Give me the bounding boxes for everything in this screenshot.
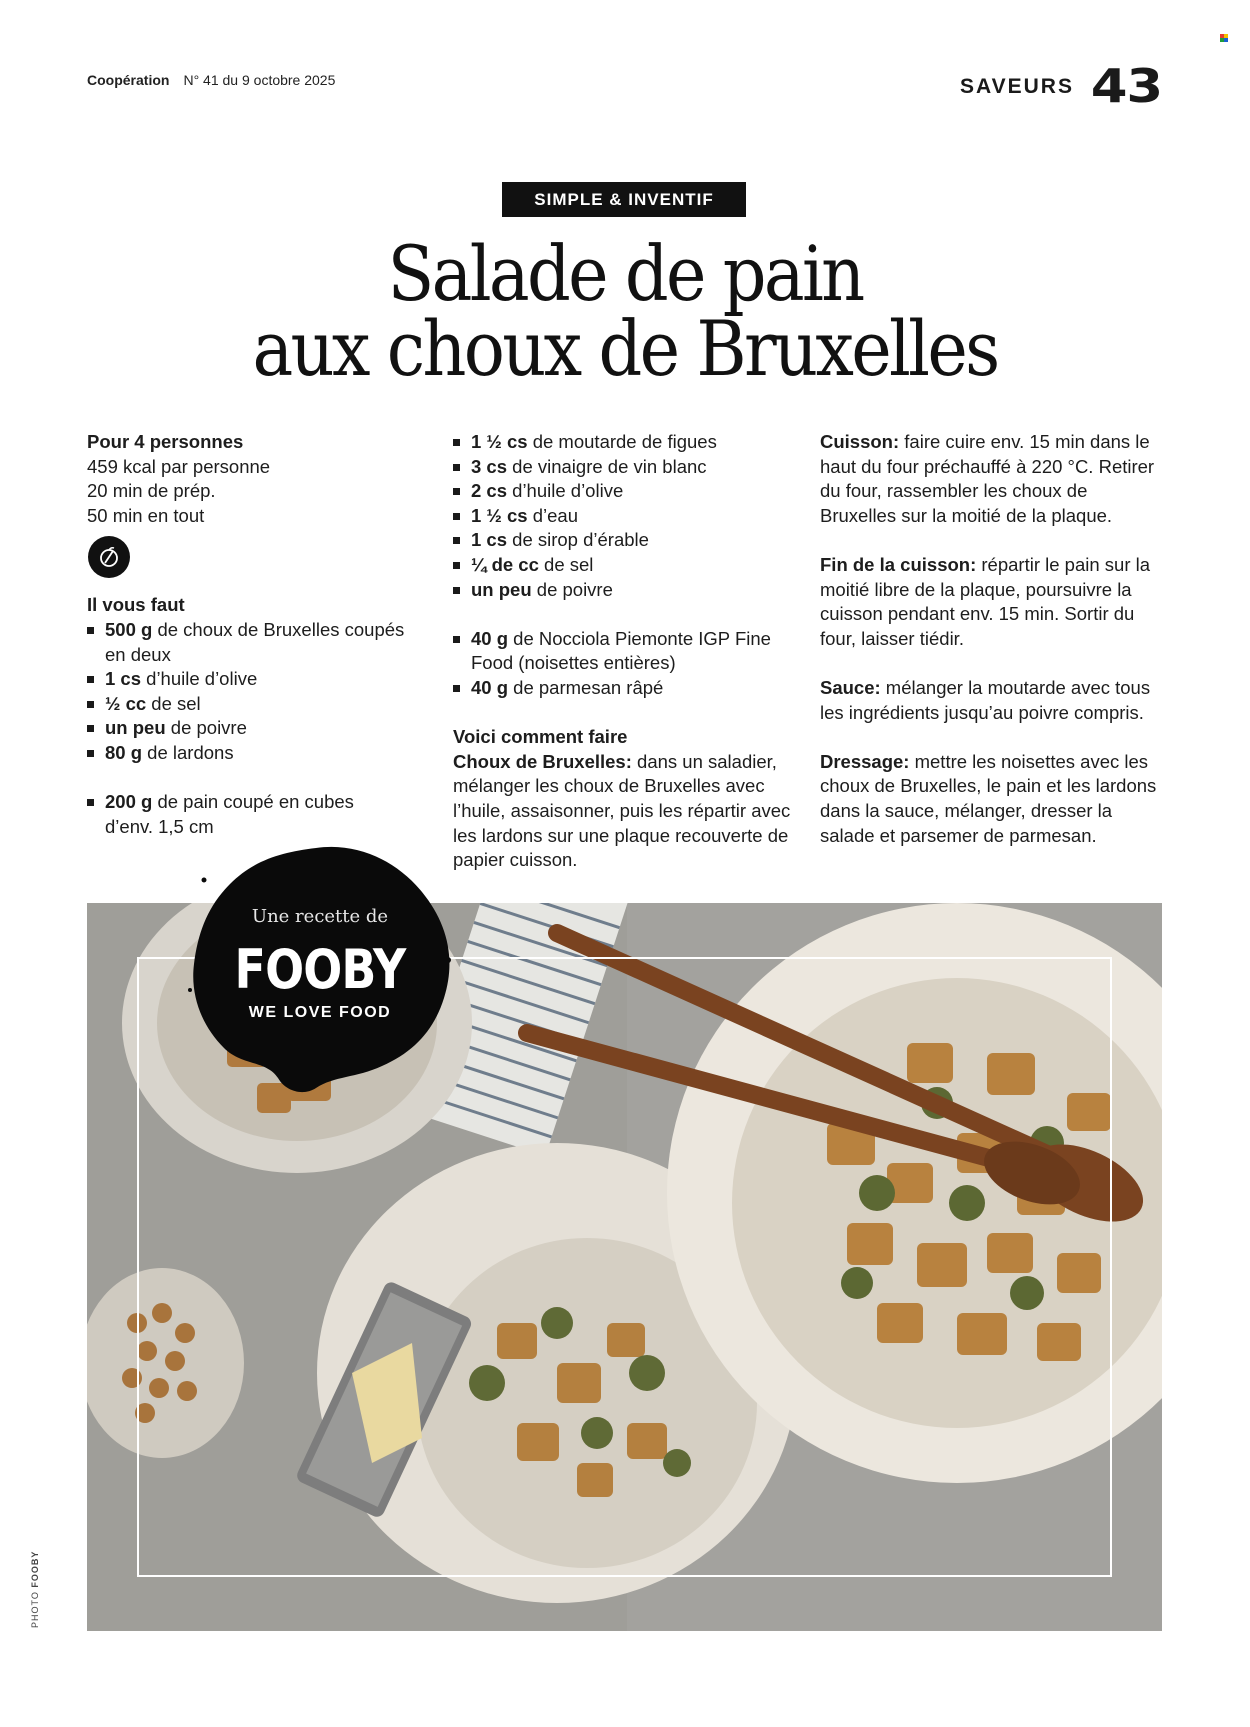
ingredient-item: [453, 528, 803, 553]
ingredient-item: [453, 479, 803, 504]
prep-time: 20 min de prép.: [87, 480, 216, 502]
ingredient-text: de moutarde de figues: [527, 431, 717, 452]
ingredient-quantity: un peu: [105, 717, 166, 739]
ingredient-quantity: un peu: [471, 578, 532, 600]
ingredient-quantity: 1 cs: [105, 668, 142, 690]
ingredient-text: d’huile d’olive: [507, 480, 624, 502]
ingredient-item: [453, 455, 803, 480]
ingredient-quantity: 1 ½ cs: [471, 431, 528, 452]
ingredient-item: [87, 667, 407, 692]
ingredient-quantity: 80 g: [105, 741, 143, 763]
ingredient-text: de Nocciola Piemonte IGP Fine Food (noisettes entières): [471, 627, 771, 674]
step-text: dans un saladier, mélanger les choux de Bruxelles avec l’huile, assaisonner, puis les répartir avec les lardons sur une plaque recouverte de papier cuisson.: [453, 750, 791, 871]
ingredient-item: [453, 430, 803, 455]
fooby-logo-badge: [186, 840, 454, 1095]
ingredient-item: [87, 790, 407, 839]
ingredient-quantity: 1 ½ cs: [471, 504, 528, 526]
recipe-sauce-column: [453, 430, 803, 873]
vegetarian-icon: [88, 536, 130, 578]
recipe-method-column: [820, 430, 1165, 848]
ingredient-quantity: 1 cs: [471, 529, 508, 551]
ingredient-quantity: 200 g: [105, 791, 153, 813]
step-2: [820, 430, 1165, 528]
calories: 459 kcal par personne: [87, 455, 271, 477]
step-label: Cuisson:: [820, 431, 900, 452]
total-time: 50 min en tout: [87, 504, 205, 526]
title-line-2: aux choux de Bruxelles: [252, 304, 998, 393]
section-label: SAVEURS: [960, 75, 1074, 98]
ingredient-item: [87, 692, 407, 717]
ingredient-text: de pain coupé en cubes d’env. 1,5 cm: [105, 791, 354, 837]
ingredient-text: d’eau: [527, 504, 578, 526]
method-heading: Voici comment faire: [453, 726, 628, 748]
page-title: [153, 229, 1098, 393]
step-text: répartir le pain sur la moitié libre de la plaque, poursuivre la cuisson pendant env. 15 min. Sortir du four, laisser tiédir.: [820, 553, 1151, 649]
step-5: [820, 750, 1165, 848]
registration-mark-icon: [1220, 34, 1228, 42]
step-text: mélanger la moutarde avec tous les ingrédients jusqu’au poivre compris.: [820, 676, 1151, 723]
recipe-info-column: [87, 430, 407, 839]
ingredient-item: [87, 618, 407, 667]
step-label: Dressage:: [820, 750, 910, 772]
step-1: [453, 750, 803, 873]
ingredient-text: de sirop d’érable: [507, 529, 649, 551]
ingredients-list-d: [453, 627, 803, 701]
ingredient-item: [87, 741, 407, 766]
ingredients-list-c: [453, 430, 803, 602]
ingredient-quantity: 40 g: [471, 627, 509, 649]
step-text: mettre les noisettes avec les choux de Bruxelles, le pain et les lardons dans la sauce, mélanger, dresser la salade et parsemer de parmesan.: [820, 750, 1157, 846]
step-label: Choux de Bruxelles:: [453, 750, 632, 772]
ingredient-quantity: ¼ de cc: [471, 553, 539, 575]
publication-name: Coopération: [87, 72, 170, 88]
kicker-badge: SIMPLE & INVENTIF: [502, 182, 746, 217]
fooby-intro: Une recette de: [251, 906, 389, 927]
ingredient-quantity: 2 cs: [471, 480, 508, 502]
ingredient-item: [453, 578, 803, 603]
masthead: [87, 72, 335, 88]
fooby-brand: FOOBY: [234, 938, 406, 1001]
ingredients-heading: Il vous faut: [87, 594, 185, 616]
step-label: Fin de la cuisson:: [820, 553, 977, 575]
ingredient-item: [453, 553, 803, 578]
step-3: [820, 553, 1165, 651]
ingredient-text: de poivre: [165, 717, 247, 739]
fooby-tagline: WE LOVE FOOD: [248, 1004, 392, 1021]
step-4: [820, 676, 1165, 725]
section-header: [960, 59, 1162, 113]
ingredient-text: de poivre: [531, 578, 613, 600]
ingredient-quantity: ½ cc: [105, 692, 147, 714]
step-label: Sauce:: [820, 676, 881, 698]
ingredient-item: [453, 504, 803, 529]
ingredients-list-b: [87, 790, 407, 839]
ingredient-item: [87, 716, 407, 741]
ingredient-item: [453, 627, 803, 676]
photo-credit: [30, 1551, 40, 1628]
ingredient-text: d’huile d’olive: [141, 668, 258, 690]
ingredients-list-a: [87, 618, 407, 766]
ingredient-text: de vinaigre de vin blanc: [507, 455, 707, 477]
ingredient-quantity: 40 g: [471, 676, 509, 698]
ingredient-text: de lardons: [142, 741, 234, 763]
servings: Pour 4 personnes: [87, 431, 244, 452]
ingredient-item: [453, 676, 803, 701]
step-text: faire cuire env. 15 min dans le haut du four préchauffé à 220 °C. Retirer du four, rassembler les choux de Bruxelles sur la moitié de la plaque.: [820, 431, 1155, 526]
ingredient-text: de parmesan râpé: [508, 676, 664, 698]
page-number: 43: [1090, 59, 1162, 113]
ingredient-text: de sel: [146, 692, 201, 714]
photo-credit-prefix: PHOTO: [30, 1591, 40, 1628]
ingredient-quantity: 500 g: [105, 618, 153, 640]
photo-credit-name: FOOBY: [30, 1550, 40, 1588]
title-line-1: Salade de pain: [387, 229, 863, 318]
issue-info: N° 41 du 9 octobre 2025: [183, 72, 336, 88]
ingredient-text: de choux de Bruxelles coupés en deux: [105, 618, 405, 665]
ingredient-text: de sel: [538, 553, 594, 575]
ingredient-quantity: 3 cs: [471, 455, 508, 477]
